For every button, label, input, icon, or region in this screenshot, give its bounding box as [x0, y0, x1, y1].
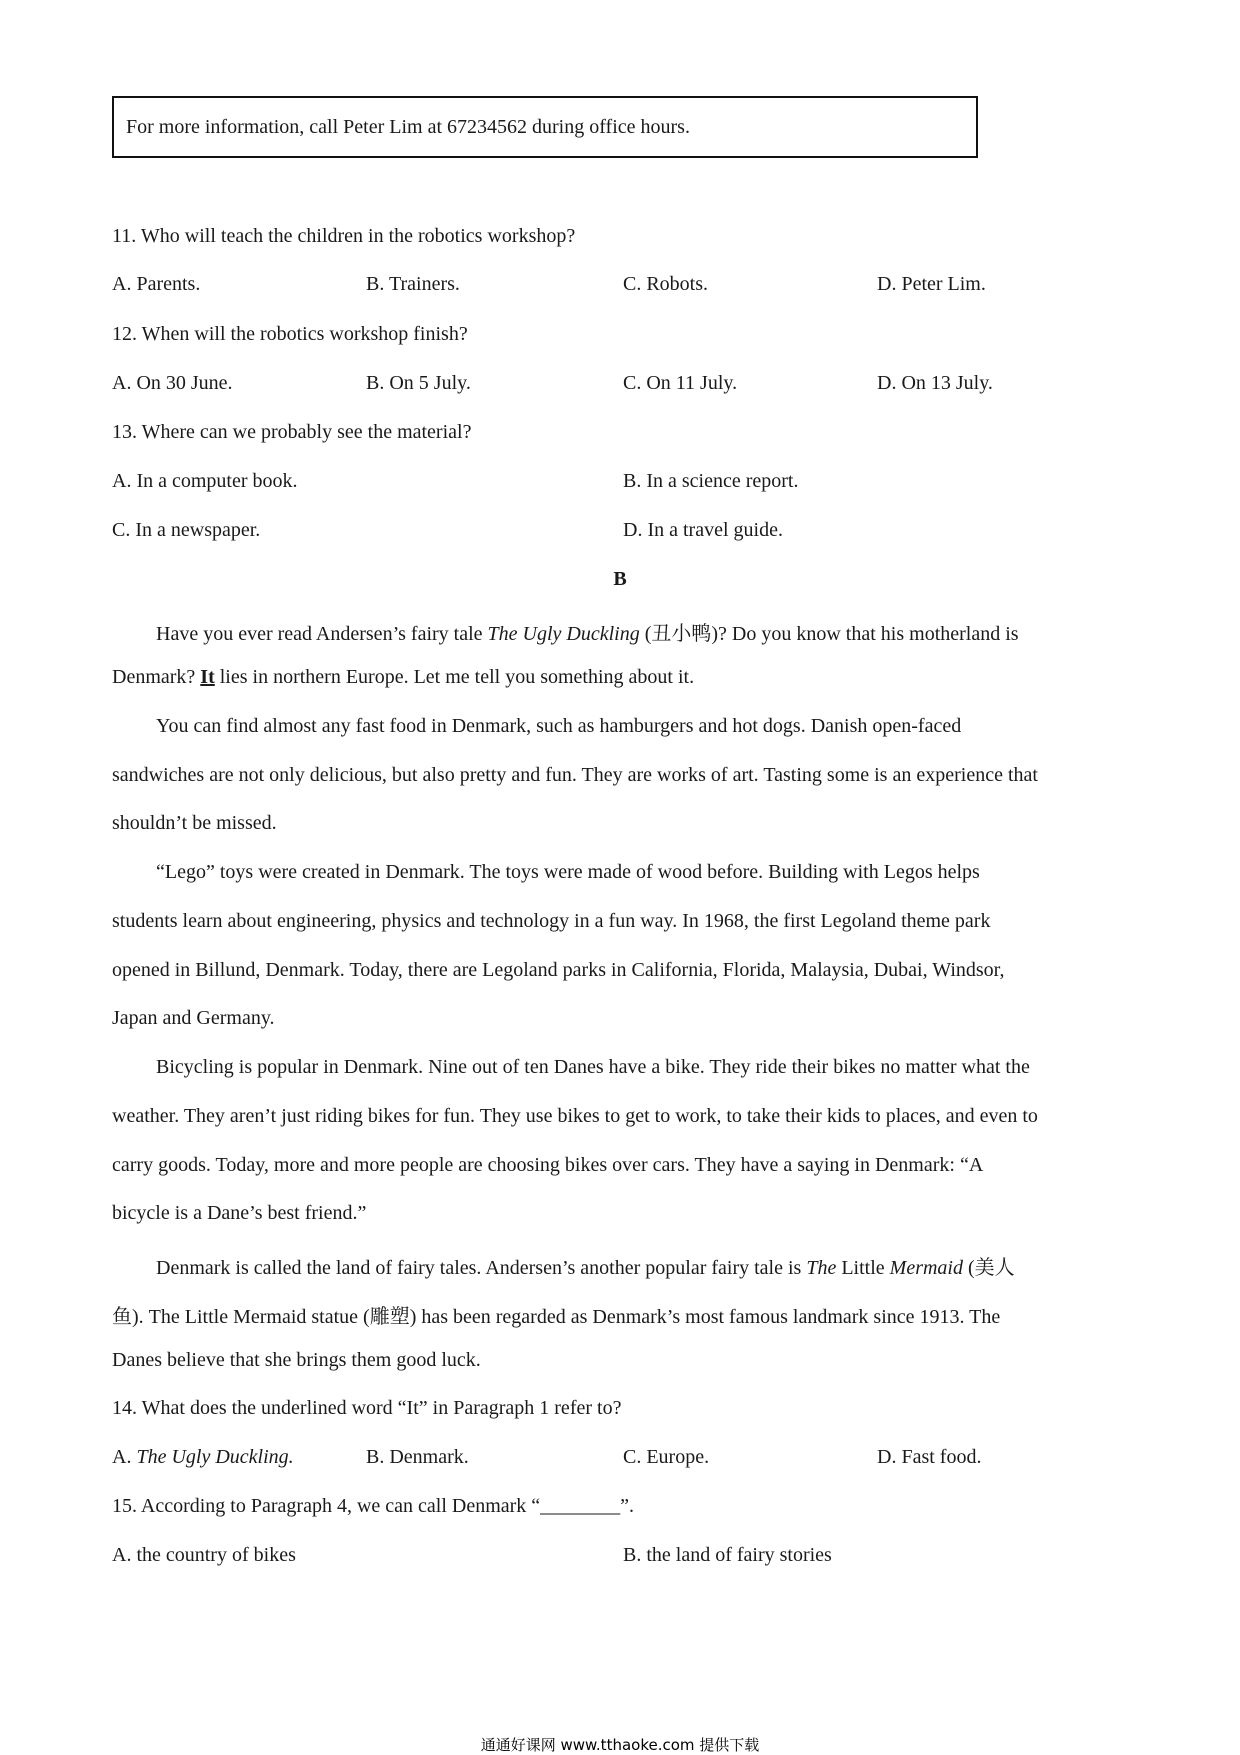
- footer-watermark: 通通好课网 www.tthaoke.com 提供下载: [480, 1736, 760, 1754]
- question-11: 11. Who will teach the children in the robotics workshop?: [112, 225, 576, 247]
- q13-option-c: C. In a newspaper.: [112, 519, 261, 541]
- paragraph-4-line-2: weather. They aren’t just riding bikes for fun. They use bikes to get to work, to take their kids to places, and even to: [112, 1105, 1038, 1127]
- q15-option-a: A. the country of bikes: [112, 1544, 296, 1566]
- q12-option-c: C. On 11 July.: [623, 372, 738, 394]
- info-box: [112, 96, 978, 158]
- question-15: 15. According to Paragraph 4, we can call Denmark “________”.: [112, 1495, 635, 1517]
- paragraph-4-line-1: Bicycling is popular in Denmark. Nine out of ten Danes have a bike. They ride their bikes no matter what the: [156, 1056, 1030, 1078]
- q14-option-b: B. Denmark.: [366, 1446, 469, 1468]
- paragraph-4-line-3: carry goods. Today, more and more people are choosing bikes over cars. They have a saying in Denmark: “A: [112, 1154, 984, 1176]
- question-14: 14. What does the underlined word “It” in Paragraph 1 refer to?: [112, 1397, 622, 1419]
- q14-option-a: A. The Ugly Duckling.: [112, 1446, 294, 1468]
- q12-option-d: D. On 13 July.: [877, 372, 993, 394]
- question-12: 12. When will the robotics workshop finish?: [112, 323, 468, 345]
- q14-option-c: C. Europe.: [623, 1446, 710, 1468]
- paragraph-3-line-2: students learn about engineering, physics and technology in a fun way. In 1968, the first Legoland theme park: [112, 910, 991, 932]
- paragraph-3-line-1: “Lego” toys were created in Denmark. The toys were made of wood before. Building with Legos helps: [156, 861, 980, 883]
- paragraph-3-line-4: Japan and Germany.: [112, 1007, 275, 1029]
- info-text: For more information, call Peter Lim at 67234562 during office hours.: [126, 116, 690, 138]
- q11-option-b: B. Trainers.: [366, 273, 460, 295]
- paragraph-2-line-2: sandwiches are not only delicious, but also pretty and fun. They are works of art. Tasting some is an experience that: [112, 764, 1038, 786]
- paragraph-5-line-1: Denmark is called the land of fairy tales. Andersen’s another popular fairy tale is The Little Mermaid (美人: [156, 1257, 1015, 1279]
- q13-option-b: B. In a science report.: [623, 470, 799, 492]
- q11-option-c: C. Robots.: [623, 273, 709, 295]
- paragraph-5-line-3: Danes believe that she brings them good luck.: [112, 1349, 481, 1371]
- section-heading: B: [613, 568, 627, 590]
- paragraph-1-line-2: Denmark? It lies in northern Europe. Let me tell you something about it.: [112, 666, 695, 688]
- title-the: The: [806, 1257, 837, 1279]
- q14-option-a-title: The Ugly Duckling.: [136, 1446, 294, 1468]
- q15-option-b: B. the land of fairy stories: [623, 1544, 832, 1566]
- underlined-word: It: [200, 666, 215, 688]
- q11-option-a: A. Parents.: [112, 273, 201, 295]
- question-13: 13. Where can we probably see the material?: [112, 421, 472, 443]
- paragraph-3-line-3: opened in Billund, Denmark. Today, there are Legoland parks in California, Florida, Malaysia, Dubai, Windsor,: [112, 959, 1005, 981]
- paragraph-1-line-1: Have you ever read Andersen’s fairy tale The Ugly Duckling (丑小鸭)? Do you know that his motherland is: [156, 623, 1019, 645]
- q11-option-d: D. Peter Lim.: [877, 273, 986, 295]
- q13-option-d: D. In a travel guide.: [623, 519, 783, 541]
- q13-option-a: A. In a computer book.: [112, 470, 298, 492]
- paragraph-2-line-1: You can find almost any fast food in Denmark, such as hamburgers and hot dogs. Danish open-faced: [156, 715, 962, 737]
- q14-option-d: D. Fast food.: [877, 1446, 982, 1468]
- q12-option-a: A. On 30 June.: [112, 372, 233, 394]
- paragraph-4-line-4: bicycle is a Dane’s best friend.”: [112, 1202, 367, 1224]
- paragraph-5-line-2: 鱼). The Little Mermaid statue (雕塑) has been regarded as Denmark’s most famous landmark since 1913. The: [112, 1306, 1001, 1328]
- title-mermaid: Mermaid: [889, 1257, 963, 1279]
- book-title: The Ugly Duckling: [487, 623, 640, 645]
- paragraph-2-line-3: shouldn’t be missed.: [112, 812, 277, 834]
- q12-option-b: B. On 5 July.: [366, 372, 471, 394]
